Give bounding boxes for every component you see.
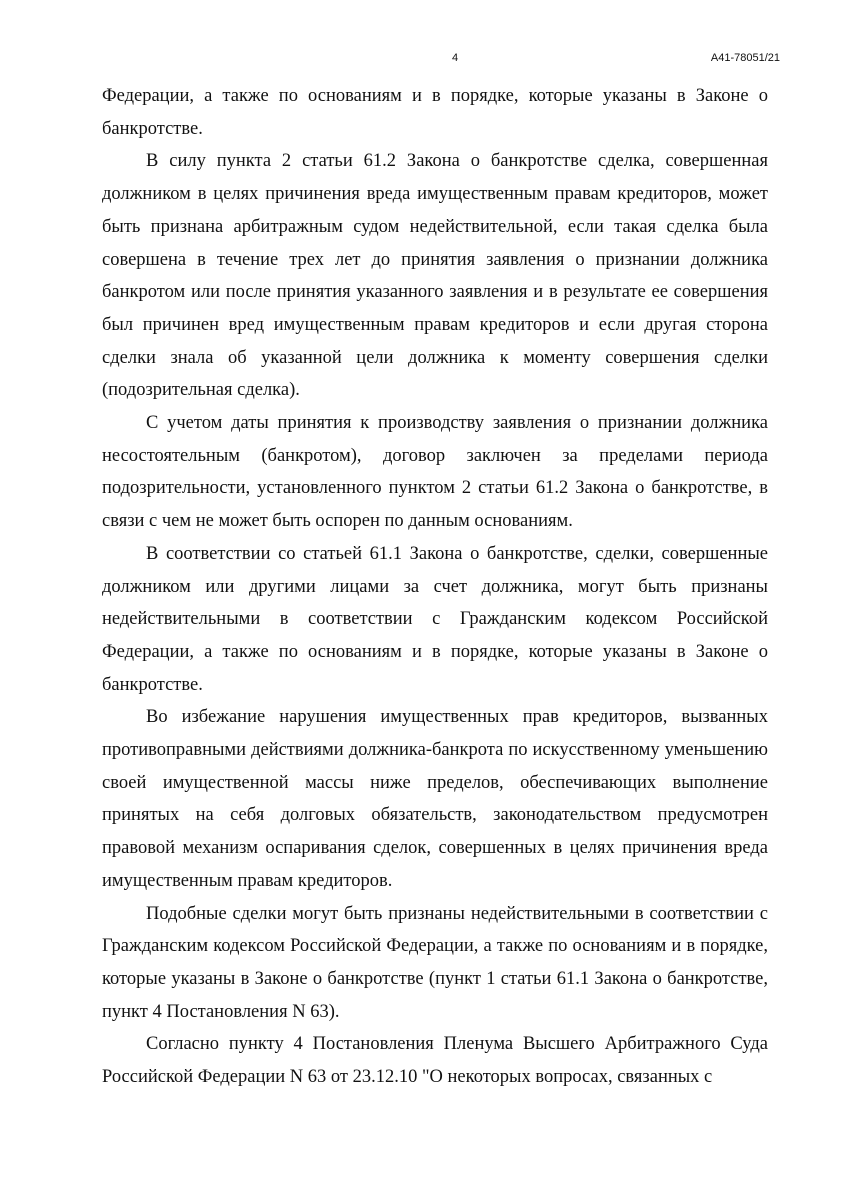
paragraph-article-61-1: В соответствии со статьей 61.1 Закона о банкротстве, сделки, совершенные должником или другими лицами за счет должника, могут быть признаны недействительными в соответствии с Гражданским кодексом Российской Федерации, а также по основаниям и в порядке, которые указаны в Законе о банкротстве. (102, 543, 768, 695)
document-body (102, 80, 768, 1094)
paragraph-suspicious-transaction: В силу пункта 2 статьи 61.2 Закона о банкротстве сделка, совершенная должником в целях причинения вреда имущественным правам кредиторов, может быть признана арбитражным судом недействительной, если такая сделка была совершена в течение трех лет до принятия заявления о признании должника банкротом или после принятия указанного заявления и в результате ее совершения был причинен вред имущественным правам кредиторов и если другая сторона сделки знала об указанной цели должника к моменту совершения сделки (подозрительная сделка). (102, 151, 768, 401)
paragraph-creditor-rights: Во избежание нарушения имущественных прав кредиторов, вызванных противоправными действиями должника-банкрота по искусственному уменьшению своей имущественной массы ниже пределов, обеспечивающих выполнение принятых на себя долговых обязательств, законодательством предусмотрен правовой механизм оспаривания сделок, совершенных в целях причинения вреда имущественным правам кредиторов. (102, 707, 768, 891)
paragraph-continuation: Федерации, а также по основаниям и в порядке, которые указаны в Законе о банкротстве. (102, 86, 768, 139)
case-number: А41-78051/21 (710, 52, 780, 64)
paragraph-invalid-transactions: Подобные сделки могут быть признаны недействительными в соответствии с Гражданским кодексом Российской Федерации, а также по основаниям и в порядке, которые указаны в Законе о банкротстве (пункт 1 статьи 61.1 Закона о банкротстве, пункт 4 Постановления N 63). (102, 903, 768, 1022)
paragraph-suspicion-period: С учетом даты принятия к производству заявления о признании должника несостоятельным (банкротом), договор заключен за пределами периода подозрительности, установленного пунктом 2 статьи 61.2 Закона о банкротстве, в связи с чем не может быть оспорен по данным основаниям. (102, 413, 768, 532)
paragraph-plenum-resolution: Согласно пункту 4 Постановления Пленума Высшего Арбитражного Суда Российской Федерации N 63 от 23.12.10 "О некоторых вопросах, связанных с (102, 1034, 768, 1088)
page-number: 4 (451, 52, 459, 64)
